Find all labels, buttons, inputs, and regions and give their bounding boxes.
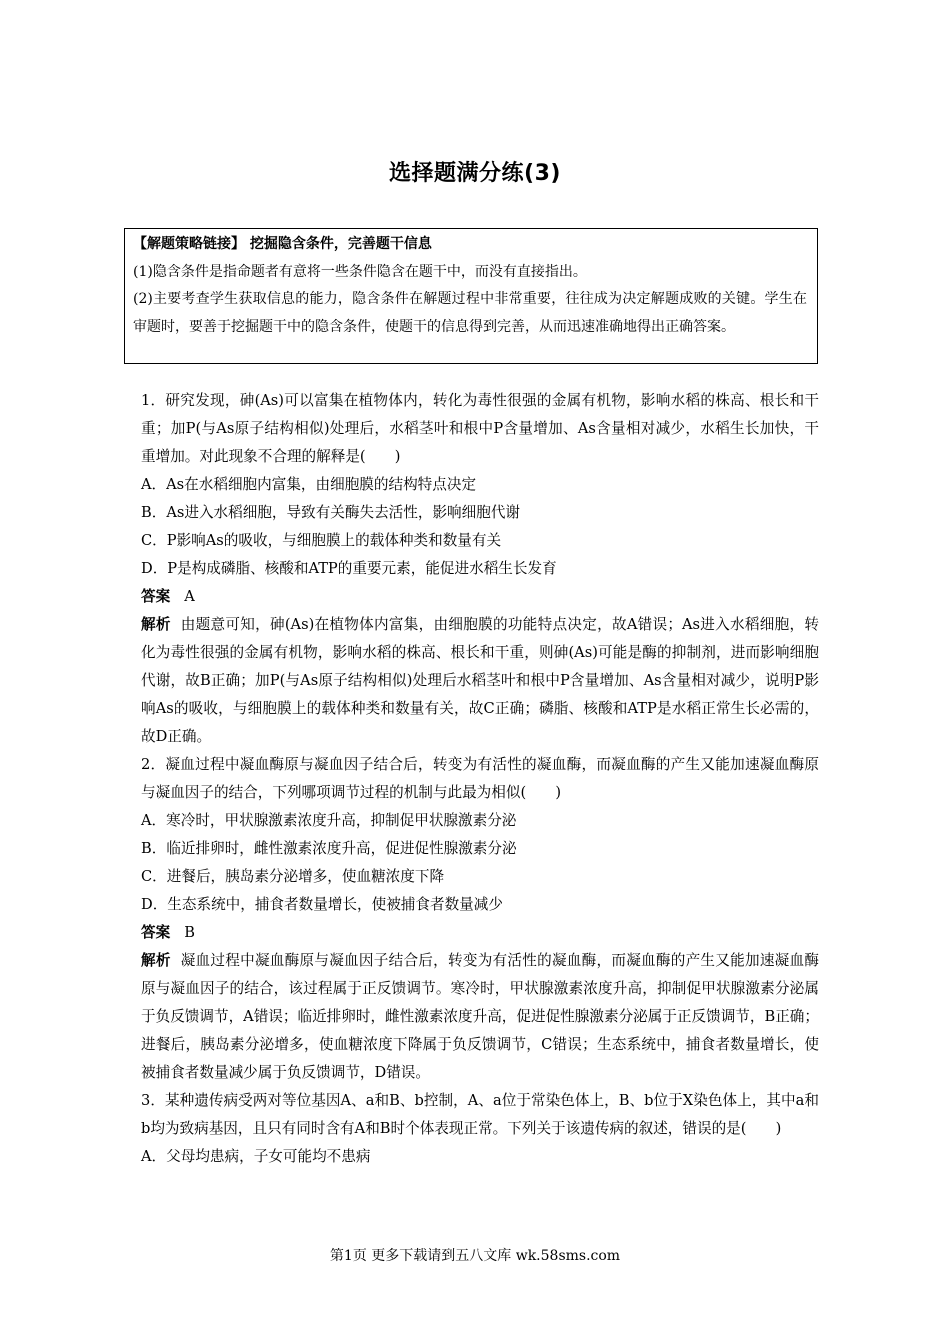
answer-label: 答案 (141, 924, 171, 941)
question-stem: 3．某种遗传病受两对等位基因A、a和B、b控制，A、a位于常染色体上，B、b位于X染色体上，其中a和b均为致病基因，且只有同时含有A和B时个体表现正常。下列关于该遗传病的叙述，错误的是( ) (141, 1092, 819, 1137)
option-c: C．P影响As的吸收，与细胞膜上的载体种类和数量有关 (141, 532, 502, 549)
answer-value: A (184, 588, 195, 605)
strategy-point-1: (1)隐含条件是指命题者有意将一些条件隐含在题干中，而没有直接指出。 (133, 263, 587, 280)
option-d: D．生态系统中，捕食者数量增长，使被捕食者数量减少 (141, 896, 503, 913)
strategy-heading: 【解题策略链接】 挖掘隐含条件，完善题干信息 (133, 236, 432, 252)
analysis-paragraph (141, 611, 819, 751)
option-a: A．As在水稻细胞内富集，由细胞膜的结构特点决定 (141, 476, 477, 493)
option-d: D．P是构成磷脂、核酸和ATP的重要元素，能促进水稻生长发育 (141, 560, 557, 577)
question-stem: 1．研究发现，砷(As)可以富集在植物体内，转化为毒性很强的金属有机物，影响水稻的株高、根长和干重；加P(与As原子结构相似)处理后，水稻茎叶和根中P含量增加、As含量相对减少，水稻生长加快，干重增加。对此现象不合理的解释是( ) (141, 392, 819, 465)
strategy-box (124, 228, 818, 364)
question-list (141, 387, 819, 1171)
answer-value: B (184, 924, 195, 941)
question-3 (141, 1087, 819, 1171)
question-stem: 2．凝血过程中凝血酶原与凝血因子结合后，转变为有活性的凝血酶，而凝血酶的产生又能加速凝血酶原与凝血因子的结合，下列哪项调节过程的机制与此最为相似( ) (141, 756, 819, 801)
page-title: 选择题满分练(3) (389, 161, 561, 186)
analysis-text: 凝血过程中凝血酶原与凝血因子结合后，转变为有活性的凝血酶，而凝血酶的产生又能加速凝血酶原与凝血因子的结合，该过程属于正反馈调节。寒冷时，甲状腺激素浓度升高，抑制促甲状腺激素分泌属于负反馈调节，A错误；临近排卵时，雌性激素浓度升高，促进促性腺激素分泌属于正反馈调节，B正确；进餐后，胰岛素分泌增多，使血糖浓度下降属于负反馈调节，C错误；生态系统中，捕食者数量增长，使被捕食者数量减少属于负反馈调节，D错误。 (141, 952, 819, 1081)
analysis-label: 解析 (141, 616, 171, 633)
analysis-paragraph (141, 947, 819, 1087)
answer-line (141, 583, 819, 611)
answer-line (141, 919, 819, 947)
answer-label: 答案 (141, 588, 171, 605)
question-1 (141, 387, 819, 751)
option-c: C．进餐后，胰岛素分泌增多，使血糖浓度下降 (141, 868, 445, 885)
question-2 (141, 751, 819, 1087)
analysis-text: 由题意可知，砷(As)在植物体内富集，由细胞膜的功能特点决定，故A错误；As进入水稻细胞，转化为毒性很强的金属有机物，影响水稻的株高、根长和干重，则砷(As)可能是酶的抑制剂，进而影响细胞代谢，故B正确；加P(与As原子结构相似)处理后水稻茎叶和根中P含量增加、As含量相对减少，说明P影响As的吸收，与细胞膜上的载体种类和数量有关，故C正确；磷脂、核酸和ATP是水稻正常生长必需的，故D正确。 (141, 616, 819, 745)
strategy-point-2: (2)主要考查学生获取信息的能力，隐含条件在解题过程中非常重要，往往成为决定解题成败的关键。学生在审题时，要善于挖掘题干中的隐含条件，使题干的信息得到完善，从而迅速准确地得出正确答案。 (133, 291, 807, 335)
option-a: A．寒冷时，甲状腺激素浓度升高，抑制促甲状腺激素分泌 (141, 812, 517, 829)
option-a: A．父母均患病，子女可能均不患病 (141, 1148, 371, 1165)
page-footer: 第1页 更多下载请到五八文库 wk.58sms.com (329, 1248, 621, 1264)
option-b: B．临近排卵时，雌性激素浓度升高，促进促性腺激素分泌 (141, 840, 517, 857)
analysis-label: 解析 (141, 952, 171, 969)
option-b: B．As进入水稻细胞，导致有关酶失去活性，影响细胞代谢 (141, 504, 521, 521)
